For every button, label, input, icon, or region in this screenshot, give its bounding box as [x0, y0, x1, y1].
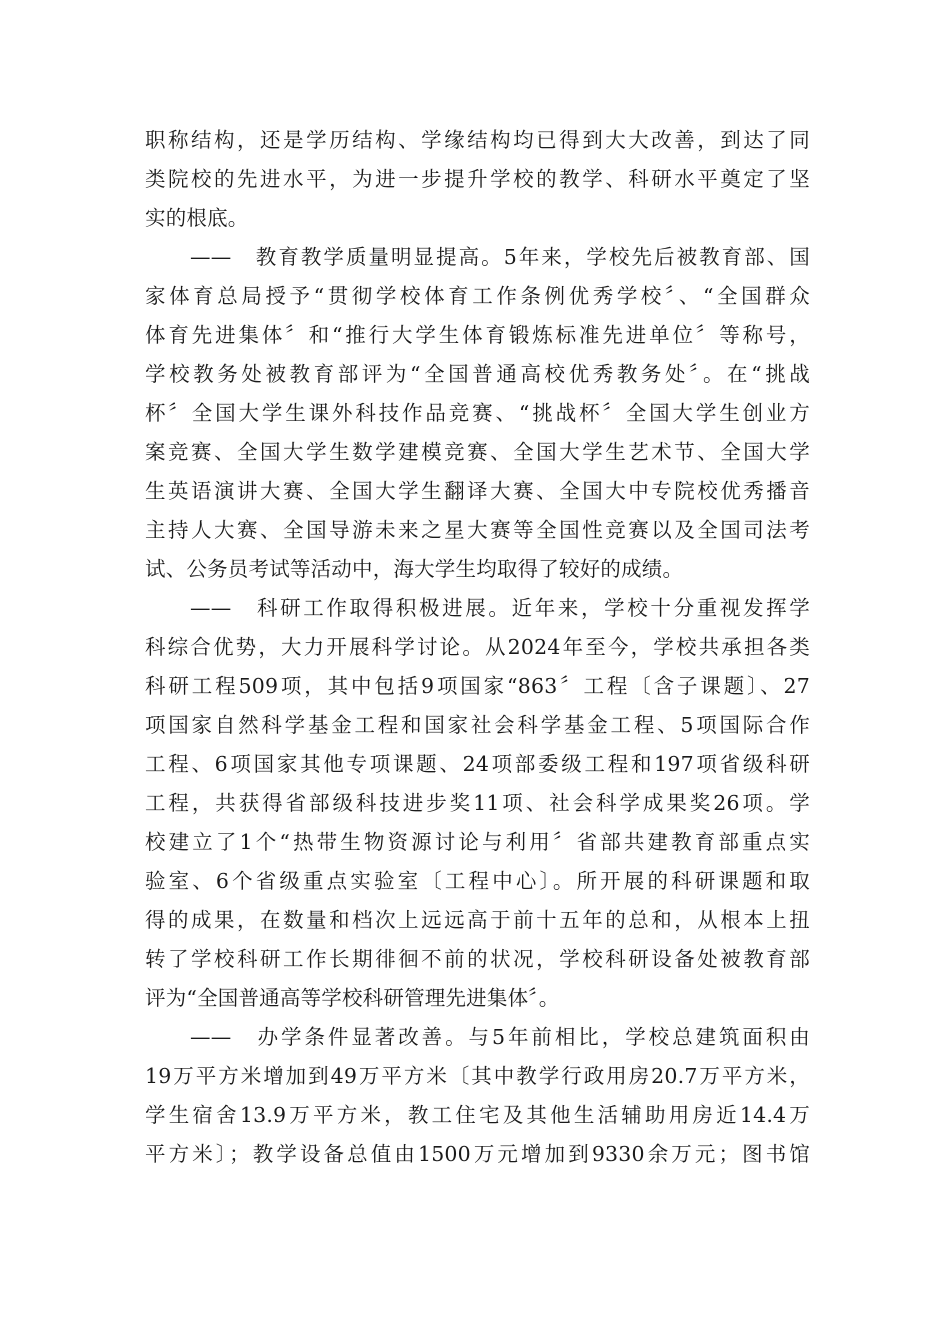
text-line: 验室、6个省级重点实验室〔工程中心〕。所开展的科研课题和取 [145, 869, 810, 893]
text-line: 平方米〕；教学设备总值由1500万元增加到9330余万元；图书馆 [145, 1142, 810, 1166]
text-line: 职称结构，还是学历结构、学缘结构均已得到大大改善，到达了同 [145, 128, 810, 152]
text-line: 19万平方米增加到49万平方米〔其中教学行政用房20.7万平方米， [145, 1064, 810, 1088]
text-line: 学校教务处被教育部评为“全国普通高校优秀教务处〞。在“挑战 [145, 362, 810, 386]
paragraph-lead-line: —— 办学条件显著改善。与5年前相比，学校总建筑面积由 [190, 1025, 810, 1049]
text-line: 杯〞全国大学生课外科技作品竞赛、“挑战杯〞全国大学生创业方 [145, 401, 810, 425]
text-line: 试、公务员考试等活动中，海大学生均取得了较好的成绩。 [145, 557, 684, 581]
text-line: 主持人大赛、全国导游未来之星大赛等全国性竞赛以及全国司法考 [145, 518, 810, 542]
paragraph-lead-line: —— 教育教学质量明显提高。5年来，学校先后被教育部、国 [190, 245, 810, 269]
text-line: 案竞赛、全国大学生数学建模竞赛、全国大学生艺术节、全国大学 [145, 440, 810, 464]
text-line: 项国家自然科学基金工程和国家社会科学基金工程、5项国际合作 [145, 713, 810, 737]
text-line: 类院校的先进水平，为进一步提升学校的教学、科研水平奠定了坚 [145, 167, 810, 191]
text-line: 得的成果，在数量和档次上远远高于前十五年的总和，从根本上扭 [145, 908, 810, 932]
text-line: 评为“全国普通高等学校科研管理先进集体〞。 [145, 986, 560, 1010]
text-line: 工程，共获得省部级科技进步奖11项、社会科学成果奖26项。学 [145, 791, 810, 815]
text-line: 工程、6项国家其他专项课题、24项部委级工程和197项省级科研 [145, 752, 810, 776]
paragraph-lead-line: —— 科研工作取得积极进展。近年来，学校十分重视发挥学 [190, 596, 810, 620]
text-line: 实的根底。 [145, 206, 249, 230]
text-line: 转了学校科研工作长期徘徊不前的状况，学校科研设备处被教育部 [145, 947, 810, 971]
text-line: 家体育总局授予“贯彻学校体育工作条例优秀学校〞、“全国群众 [145, 284, 810, 308]
text-line: 生英语演讲大赛、全国大学生翻译大赛、全国大中专院校优秀播音 [145, 479, 810, 503]
text-line: 体育先进集体〞和“推行大学生体育锻炼标准先进单位〞等称号， [145, 323, 810, 347]
text-line: 科综合优势，大力开展科学讨论。从2024年至今，学校共承担各类 [145, 635, 810, 659]
text-line: 学生宿舍13.9万平方米，教工住宅及其他生活辅助用房近14.4万 [145, 1103, 810, 1127]
text-line: 校建立了1个“热带生物资源讨论与利用〞省部共建教育部重点实 [145, 830, 810, 854]
text-line: 科研工程509项，其中包括9项国家“863〞工程〔含子课题〕、27 [145, 674, 810, 698]
